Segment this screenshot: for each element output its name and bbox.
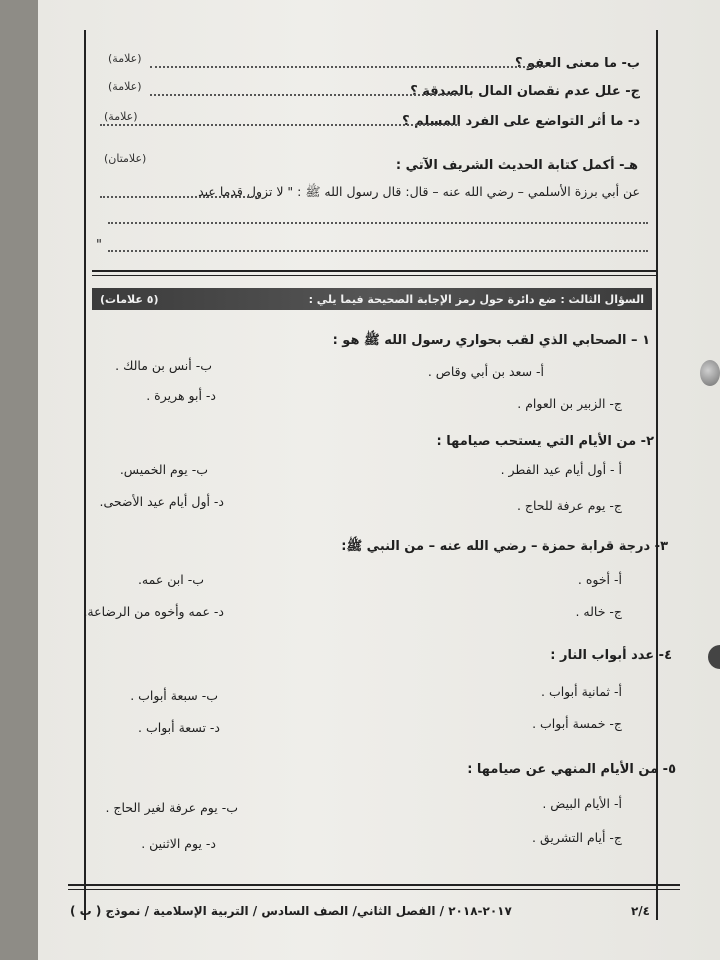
mcq-5-option-a[interactable]: أ- الأيام البيض . bbox=[542, 796, 622, 811]
hadith-line-3[interactable] bbox=[108, 250, 648, 252]
mcq-2-stem: ٢- من الأيام التي يستحب صيامها : bbox=[436, 434, 654, 449]
mcq-3-stem: ٣- درجة قرابة حمزة – رضي الله عنه – من النبي ﷺ: bbox=[341, 539, 668, 554]
hadith-line-2[interactable] bbox=[108, 222, 648, 224]
mcq-3-option-c[interactable]: ج- خاله . bbox=[575, 604, 622, 619]
mcq-4-stem: ٤- عدد أبواب النار : bbox=[550, 648, 672, 663]
mcq-2-option-c[interactable]: ج- يوم عرفة للحاج . bbox=[516, 498, 622, 513]
mcq-5-option-b[interactable]: ب- يوم عرفة لغير الحاج . bbox=[105, 800, 238, 815]
exam-paper bbox=[38, 0, 720, 960]
mcq-1-option-b[interactable]: ب- أنس بن مالك . bbox=[115, 358, 212, 373]
answer-line-c[interactable] bbox=[150, 94, 460, 96]
mcq-1-stem: ١ – الصحابي الذي لقب بحواري رسول الله ﷺ هو : bbox=[332, 333, 650, 348]
viewer-scroll-handle[interactable] bbox=[700, 360, 720, 386]
question-c: ج- علل عدم نقصان المال بالصدقة ؟ bbox=[410, 84, 640, 99]
mark-d: (علامة) bbox=[104, 110, 138, 123]
mcq-1-option-c[interactable]: ج- الزبير بن العوام . bbox=[517, 396, 622, 411]
footer-page-number: ٢/٤ bbox=[630, 904, 650, 918]
mcq-3-option-b[interactable]: ب- ابن عمه. bbox=[137, 572, 204, 587]
answer-line-d[interactable] bbox=[100, 124, 460, 126]
mcq-4-option-a[interactable]: أ- ثمانية أبواب . bbox=[541, 684, 622, 699]
hadith-line-1[interactable] bbox=[100, 196, 260, 198]
question-e: هـ- أكمل كتابة الحديث الشريف الآتي : bbox=[395, 158, 638, 173]
mcq-2-option-b[interactable]: ب- يوم الخميس. bbox=[119, 462, 208, 477]
mark-e: (علامتان) bbox=[104, 152, 147, 165]
hadith-intro: عن أبي برزة الأسلمي – رضي الله عنه – قال: قال رسول الله ﷺ : " لا تزول قدما عبد bbox=[198, 184, 640, 199]
mark-c: (علامة) bbox=[108, 80, 142, 93]
page-border-right bbox=[656, 30, 658, 920]
section3-title: السؤال الثالث : ضع دائرة حول رمز الإجابة الصحيحة فيما يلي : bbox=[308, 292, 644, 306]
mcq-2-option-d[interactable]: د- أول أيام عيد الأضحى. bbox=[99, 494, 224, 509]
page-border-left bbox=[84, 30, 86, 920]
question-b: ب- ما معنى العفو ؟ bbox=[514, 56, 640, 71]
section-divider-thin bbox=[92, 275, 656, 276]
mcq-3-option-d[interactable]: د- عمه وأخوه من الرضاعة. bbox=[83, 604, 224, 619]
mcq-4-option-b[interactable]: ب- سبعة أبواب . bbox=[130, 688, 218, 703]
mcq-1-option-a[interactable]: أ- سعد بن أبي وقاص . bbox=[427, 364, 544, 379]
mcq-3-option-a[interactable]: أ- أخوه . bbox=[577, 572, 622, 587]
mcq-5-option-d[interactable]: د- يوم الاثنين . bbox=[141, 836, 216, 851]
mark-b: (علامة) bbox=[108, 52, 142, 65]
section3-mark: (٥ علامات) bbox=[100, 292, 159, 306]
mcq-1-option-d[interactable]: د- أبو هريرة . bbox=[146, 388, 216, 403]
answer-line-b[interactable] bbox=[150, 66, 545, 68]
section-divider bbox=[92, 270, 656, 272]
section3-header bbox=[92, 288, 652, 310]
footer-exam-info: ٢٠١٧-٢٠١٨ / الفصل الثاني/ الصف السادس / التربية الإسلامية / نموذج ( ب ) bbox=[70, 904, 512, 918]
footer-rule-bottom bbox=[68, 889, 680, 890]
footer-rule-top bbox=[68, 884, 680, 886]
question-d: د- ما أثر التواضع على الفرد المسلم ؟ bbox=[402, 114, 640, 129]
hadith-closing-quote: " bbox=[96, 238, 102, 253]
mcq-4-option-c[interactable]: ج- خمسة أبواب . bbox=[532, 716, 622, 731]
mcq-5-option-c[interactable]: ج- أيام التشريق . bbox=[532, 830, 622, 845]
mcq-5-stem: ٥- من الأيام المنهي عن صيامها : bbox=[467, 762, 676, 777]
mcq-2-option-a[interactable]: أ - أول أيام عيد الفطر . bbox=[500, 462, 622, 477]
mcq-4-option-d[interactable]: د- تسعة أبواب . bbox=[138, 720, 220, 735]
